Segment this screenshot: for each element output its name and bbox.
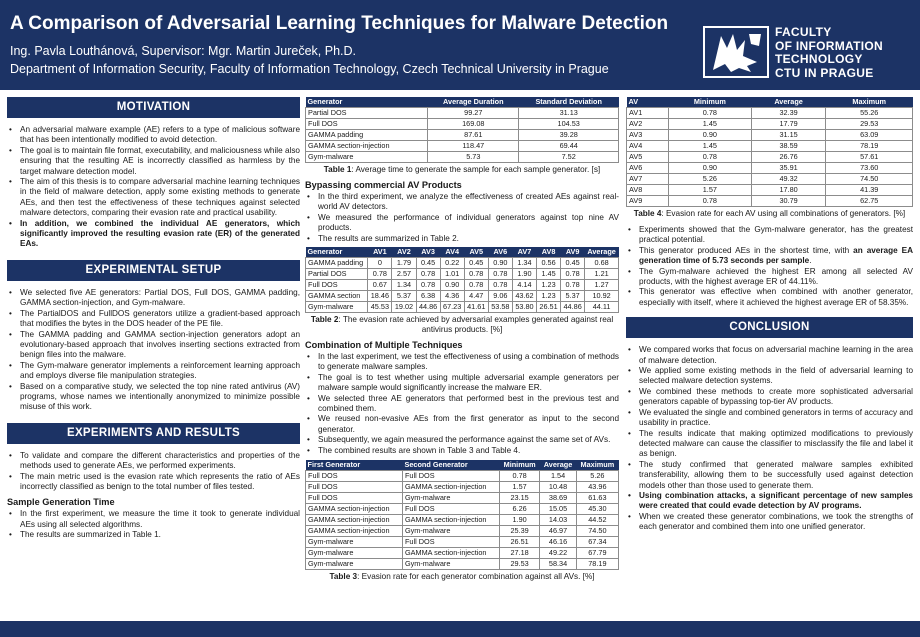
list-item: • The study confirmed that generated malware samples exhibited transferability, allowing them to be successfully used against detection models other than those used to generate them. [626,460,913,491]
table-cell: GAMMA section-injection [306,504,403,515]
table-cell: 0.45 [416,258,440,269]
table-cell: 0.56 [537,258,561,269]
table-cell: 1.90 [499,515,539,526]
table-cell: 5.26 [668,174,751,185]
table-cell: 0.78 [464,269,488,280]
list-item: • The aim of this thesis is to compare adversarial machine learning techniques in the field of malware detection, apply some existing methods to generate AEs, and then test the effectiveness of these techniques against selected malware detectors, comparing their evasion rate and practical usability. [7,177,300,219]
table-header: Minimum [668,97,751,108]
table-cell: GAMMA section-injection [402,515,499,526]
table-cell: 32.39 [751,108,826,119]
table-header: AV7 [512,247,536,258]
table-row [306,291,619,302]
results-list [7,451,300,493]
table-header: AV5 [464,247,488,258]
table-cell: 63.09 [826,130,913,141]
table-cell: Full DOS [402,504,499,515]
list-item: • Based on a comparative study, we selected the top nine rated antivirus (AV) programs, whose names we intentionally anonymized to minimize possible misuse of this work. [7,382,300,413]
table-cell: Gym-malware [402,493,499,504]
table-row [306,471,619,482]
table-cell: 99.27 [428,108,519,119]
list-item: • When we created these generator combinations, we took the strengths of each generator and combined them into one unified generator. [626,512,913,533]
table-cell: 26.51 [537,302,561,313]
list-item: • The goal is to maintain file format, executability, and maliciousness while also ensuring that the resulting AE is incorrectly classified as harmless by the target malware detection model. [7,146,300,177]
table-header: Average Duration [428,97,519,108]
table-cell: 0 [368,258,392,269]
column-left [7,97,300,541]
list-item: • In the first experiment, we measure the time it took to generate individual AEs using all selected algorithms. [7,509,300,530]
table-cell: 104.53 [519,119,619,130]
table-cell: 38.59 [751,141,826,152]
setup-heading: EXPERIMENTAL SETUP [7,260,300,281]
table-row [306,258,619,269]
table-cell: GAMMA section-injection [402,548,499,559]
table-cell: 6.38 [416,291,440,302]
poster-title: A Comparison of Adversarial Learning Techniques for Malware Detection [10,13,669,34]
table-4-body [627,108,913,207]
table-cell: 53.80 [512,302,536,313]
table-cell: 0.78 [368,269,392,280]
table-header: AV2 [392,247,416,258]
table-cell: AV7 [627,174,669,185]
table-cell: 46.16 [540,537,576,548]
table-cell: 0.67 [368,280,392,291]
table-cell: Gym-malware [402,559,499,570]
motivation-heading: MOTIVATION [7,97,300,118]
table-cell: GAMMA section-injection [402,482,499,493]
table-row [306,526,619,537]
list-item: • We measured the performance of individual generators against top nine AV products. [305,213,619,234]
table-cell: 67.79 [576,548,618,559]
table-cell: 73.60 [826,163,913,174]
table-cell: 38.69 [540,493,576,504]
list-item: • This generator produced AEs in the shortest time, with an average EA generation time of 5.73 seconds per sample. [626,246,913,267]
table-cell: Gym-malware [306,302,368,313]
table-cell: 0.90 [440,280,464,291]
table-row [306,504,619,515]
table-cell: 0.78 [416,269,440,280]
table-cell: 19.02 [392,302,416,313]
table-cell: GAMMA padding [306,130,428,141]
table-row [627,185,913,196]
table-row [306,269,619,280]
table-cell: 5.37 [561,291,585,302]
bypassing-heading: Bypassing commercial AV Products [305,180,462,190]
table-header: Average [540,460,576,471]
table-cell: Full DOS [306,280,368,291]
list-item: • In the third experiment, we analyze the effectiveness of created AEs against real-world AV detectors. [305,192,619,213]
table-cell: 44.11 [585,302,619,313]
table-cell: Partial DOS [306,269,368,280]
table-cell: 0.78 [668,108,751,119]
table-1 [305,97,619,163]
list-item: • The goal is to test whether using multiple adversarial example generators per malware sample would significantly increase the malware ER. [305,373,619,394]
table-cell: 1.34 [512,258,536,269]
table-header: Minimum [499,460,539,471]
table-cell: 78.19 [826,141,913,152]
list-item: • The main metric used is the evasion rate which represents the ratio of AEs incorrectly classified as benign to the total number of files tested. [7,472,300,493]
table-cell: Gym-malware [306,559,403,570]
table-cell: 41.61 [464,302,488,313]
table-header: AV3 [416,247,440,258]
table-cell: 1.23 [537,280,561,291]
table-cell: 78.19 [576,559,618,570]
list-item: • We combined these methods to create more sophisticated adversarial generators capable of bypassing top-tier AV products. [626,387,913,408]
table-3-body [306,471,619,570]
table-row [306,130,619,141]
bypassing-list [305,192,619,244]
table-cell: 1.01 [440,269,464,280]
table-cell: 45.30 [576,504,618,515]
table-cell: 25.39 [499,526,539,537]
table-cell: Full DOS [306,471,403,482]
table-cell: 0.78 [464,280,488,291]
table-cell: Gym-malware [402,526,499,537]
table-cell: 44.52 [576,515,618,526]
table-cell: 69.44 [519,141,619,152]
table-cell: 1.57 [668,185,751,196]
list-item: • The Gym-malware achieved the highest ER among all selected AV products, with the highest average ER of 44.11%. [626,267,913,288]
table-cell: 1.23 [537,291,561,302]
table-cell: 6.26 [499,504,539,515]
sample-time-list [7,509,300,540]
table-cell: 0.22 [440,258,464,269]
list-item: • The combined results are shown in Table 3 and Table 4. [305,446,619,456]
table-cell: 55.26 [826,108,913,119]
table-row [627,152,913,163]
table-cell: 31.13 [519,108,619,119]
table-cell: Full DOS [402,537,499,548]
list-item: • Subsequently, we again measured the performance against the same set of AVs. [305,435,619,445]
table-cell: 0.45 [464,258,488,269]
list-item: • Using combination attacks, a significant percentage of new samples were created that could evade detection by AV programs. [626,491,913,512]
table-row [627,163,913,174]
ctu-lion-logo-icon [703,26,769,78]
table-cell: Full DOS [306,493,403,504]
table-cell: Partial DOS [306,108,428,119]
list-item: • The results indicate that making optimized modifications to previously detected malware can cause the classifier to misclassify the file and label it as benign. [626,429,913,460]
table-cell: 1.45 [668,119,751,130]
table-cell: 61.63 [576,493,618,504]
table-row [306,482,619,493]
table-cell: GAMMA section [306,291,368,302]
table-cell: Gym-malware [306,152,428,163]
table-cell: 87.61 [428,130,519,141]
table-cell: 29.53 [826,119,913,130]
table-row [627,141,913,152]
table-cell: 0.78 [488,269,512,280]
table-header: Average [585,247,619,258]
table-cell: 1.57 [499,482,539,493]
table-cell: 9.06 [488,291,512,302]
table-1-body [306,108,619,163]
table-header: Maximum [576,460,618,471]
table-row [627,108,913,119]
table-cell: 18.46 [368,291,392,302]
conclusion-heading: CONCLUSION [626,317,913,338]
combination-list [305,352,619,456]
table-cell: 169.08 [428,119,519,130]
table-row [306,141,619,152]
table-cell: 118.47 [428,141,519,152]
table-cell: 0.78 [561,269,585,280]
table-row [627,174,913,185]
table-cell: AV1 [627,108,669,119]
table-row [306,559,619,570]
table-row [306,152,619,163]
table-cell: 1.90 [512,269,536,280]
table-cell: Full DOS [306,119,428,130]
table-cell: 0.90 [488,258,512,269]
table-cell: 4.14 [512,280,536,291]
table-cell: 67.23 [440,302,464,313]
table-cell: 1.45 [668,141,751,152]
table-3 [305,460,619,570]
table-cell: 15.05 [540,504,576,515]
table-cell: 10.92 [585,291,619,302]
table-row [306,515,619,526]
list-item: • Experiments showed that the Gym-malware generator, has the greatest practical potential. [626,225,913,246]
list-item: • To validate and compare the different characteristics and properties of the methods used to generate AEs, we performed experiments. [7,451,300,472]
results-heading: EXPERIMENTS AND RESULTS [7,423,300,444]
list-item: • In the last experiment, we test the effectiveness of using a combination of methods to generate malware samples. [305,352,619,373]
list-item: • The results are summarized in Table 1. [7,530,300,540]
department: Department of Information Security, Faculty of Information Technology, Czech Technical University in Prague [10,62,609,76]
table-2-body [306,258,619,313]
table-header: Average [751,97,826,108]
table-cell: 44.86 [416,302,440,313]
list-item: • We compared works that focus on adversarial machine learning in the area of malware detection. [626,345,913,366]
list-item: • The GAMMA padding and GAMMA section-injection generators adopt an evolutionary-based approach that involves inserting sections extracted from benign files into the malware. [7,330,300,361]
table-4-caption: Table 4: Evasion rate for each AV using all combinations of generators. [%] [633,209,906,218]
table-cell: 74.50 [576,526,618,537]
table-cell: 5.37 [392,291,416,302]
table-cell: 5.26 [576,471,618,482]
table-cell: 0.90 [668,163,751,174]
table-cell: 0.78 [499,471,539,482]
table-cell: 26.51 [499,537,539,548]
table-cell: 58.34 [540,559,576,570]
table-cell: AV2 [627,119,669,130]
column-middle [305,97,619,585]
authors: Ing. Pavla Louthánová, Supervisor: Mgr. Martin Jureček, Ph.D. [10,44,357,58]
table-header: Maximum [826,97,913,108]
list-item: • We applied some existing methods in the field of adversarial learning to selected malware detection systems. [626,366,913,387]
list-item: • We reused non-evasive AEs from the first generator as input to the second generator. [305,414,619,435]
table-2 [305,247,619,313]
table-cell: 0.78 [561,280,585,291]
table-cell: 74.50 [826,174,913,185]
list-item: • In addition, we combined the individual AE generators, which significantly improved the resulting evasion rate (ER) of the generated EAs. [7,219,300,250]
table-row [627,130,913,141]
table-row [306,548,619,559]
table-cell: 2.57 [392,269,416,280]
table-cell: 1.34 [392,280,416,291]
table-cell: 0.78 [488,280,512,291]
table-cell: Gym-malware [306,548,403,559]
table-cell: AV5 [627,152,669,163]
table-cell: GAMMA padding [306,258,368,269]
findings-list [626,225,913,308]
list-item: • The Gym-malware generator implements a reinforcement learning approach and employs diverse file manipulation strategies. [7,361,300,382]
table-cell: 0.78 [416,280,440,291]
table-cell: 30.79 [751,196,826,207]
table-cell: 49.22 [540,548,576,559]
table-header: AV1 [368,247,392,258]
table-cell: 0.78 [668,196,751,207]
table-cell: 53.58 [488,302,512,313]
table-cell: 39.28 [519,130,619,141]
table-header: AV6 [488,247,512,258]
table-cell: 1.54 [540,471,576,482]
table-cell: 0.90 [668,130,751,141]
table-3-caption: Table 3: Evasion rate for each generator combination against all AVs. [%] [329,572,595,582]
table-cell: AV9 [627,196,669,207]
table-header: AV4 [440,247,464,258]
table-cell: AV4 [627,141,669,152]
table-cell: 1.27 [585,280,619,291]
table-row [306,302,619,313]
table-cell: 44.86 [561,302,585,313]
poster-footer [0,621,920,637]
table-cell: 26.76 [751,152,826,163]
table-cell: 43.96 [576,482,618,493]
table-header: Standard Deviation [519,97,619,108]
table-cell: GAMMA section-injection [306,515,403,526]
table-header: Second Generator [402,460,499,471]
table-cell: Full DOS [306,482,403,493]
table-header: AV8 [537,247,561,258]
table-row [306,280,619,291]
table-cell: GAMMA section-injection [306,526,403,537]
table-cell: Full DOS [402,471,499,482]
table-cell: 17.80 [751,185,826,196]
motivation-list [7,125,300,250]
table-cell: 4.36 [440,291,464,302]
table-cell: 45.53 [368,302,392,313]
list-item: • The results are summarized in Table 2. [305,234,619,244]
table-row [306,119,619,130]
setup-list [7,288,300,413]
list-item: • We evaluated the single and combined generators in terms of accuracy and usability in practice. [626,408,913,429]
table-row [306,108,619,119]
table-cell: AV3 [627,130,669,141]
table-cell: 46.97 [540,526,576,537]
table-cell: AV6 [627,163,669,174]
table-2-caption: Table 2: The evasion rate achieved by adversarial examples generated against real antivirus products. [%] [310,315,614,335]
table-cell: 35.91 [751,163,826,174]
table-cell: 0.78 [668,152,751,163]
list-item: • We selected three AE generators that performed best in the previous test and combined them. [305,394,619,415]
table-cell: 0.45 [561,258,585,269]
column-right [626,97,913,533]
combination-heading: Combination of Multiple Techniques [305,340,463,351]
faculty-name: FACULTY OF INFORMATION TECHNOLOGY CTU IN PRAGUE [775,25,883,80]
table-cell: 14.03 [540,515,576,526]
table-row [306,493,619,504]
table-4 [626,97,913,207]
table-header: Generator [306,97,428,108]
table-header: AV9 [561,247,585,258]
table-cell: 0.68 [585,258,619,269]
table-cell: 10.48 [540,482,576,493]
table-cell: 31.15 [751,130,826,141]
conclusion-list [626,345,913,532]
table-cell: 23.15 [499,493,539,504]
list-item: • This generator was effective when combined with another generator, especially with itself, where it achieved the highest average ER of 58.35%. [626,287,913,308]
table-cell: Gym-malware [306,537,403,548]
table-header: AV [627,97,669,108]
table-cell: 1.45 [537,269,561,280]
table-header: First Generator [306,460,403,471]
table-cell: 57.61 [826,152,913,163]
list-item: • We selected five AE generators: Partial DOS, Full DOS, GAMMA padding, GAMMA section-injection, and Gym-malware. [7,288,300,309]
table-row [627,196,913,207]
table-row [627,119,913,130]
list-item: • An adversarial malware example (AE) refers to a type of malicious software that has been intentionally modified to avoid detection. [7,125,300,146]
table-cell: AV8 [627,185,669,196]
table-cell: 4.47 [464,291,488,302]
table-cell: 1.79 [392,258,416,269]
poster-header [0,0,920,90]
table-cell: 29.53 [499,559,539,570]
table-cell: 43.62 [512,291,536,302]
table-cell: 49.32 [751,174,826,185]
table-cell: GAMMA section-injection [306,141,428,152]
list-item: • The PartialDOS and FullDOS generators utilize a gradient-based approach that modifies the bytes in the DOS header of the PE file. [7,309,300,330]
table-cell: 5.73 [428,152,519,163]
table-cell: 27.18 [499,548,539,559]
table-header: Generator [306,247,368,258]
table-cell: 7.52 [519,152,619,163]
table-cell: 62.75 [826,196,913,207]
table-cell: 17.79 [751,119,826,130]
table-cell: 41.39 [826,185,913,196]
table-cell: 1.21 [585,269,619,280]
sample-time-heading: Sample Generation Time [7,497,115,508]
table-1-caption: Table 1: Average time to generate the sample for each sample generator. [s] [323,165,601,174]
table-cell: 67.34 [576,537,618,548]
table-row [306,537,619,548]
